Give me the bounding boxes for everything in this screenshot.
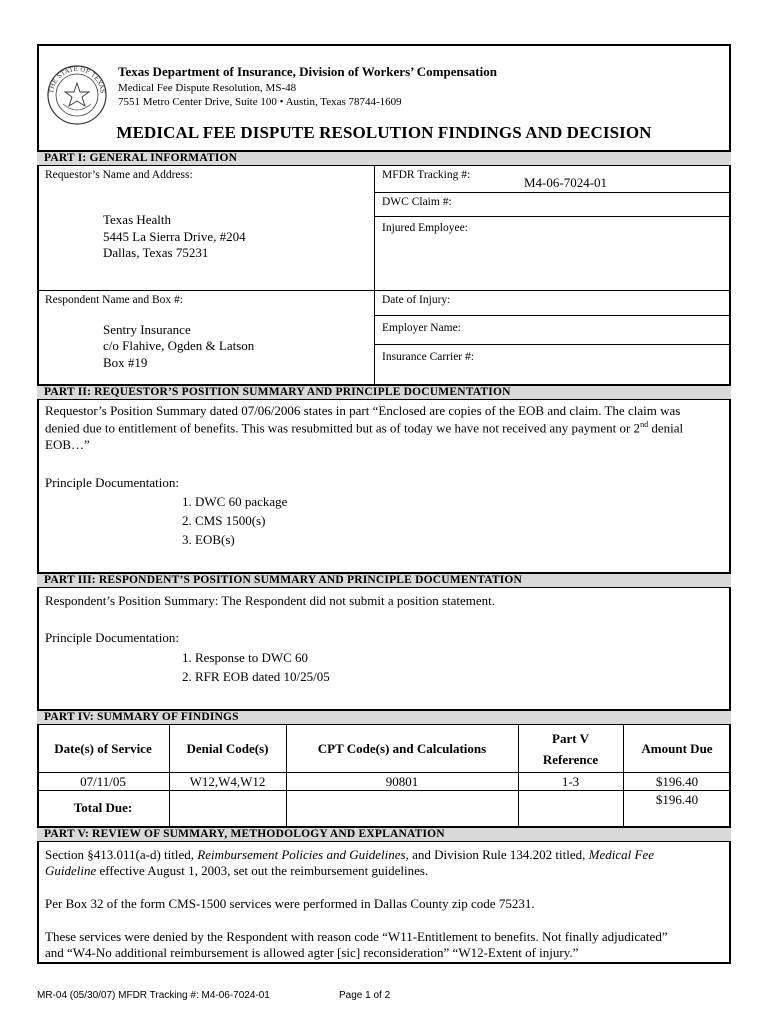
agency-name: Texas Department of Insurance, Division of Workers’ Compensation: [118, 64, 497, 79]
respondent-line-2: c/o Flahive, Ogden & Latson: [103, 338, 255, 353]
mfdr-tracking-value: M4-06-7024-01: [524, 175, 608, 190]
requestor-line-2: 5445 La Sierra Drive, #204: [103, 229, 246, 244]
part5-paragraph-2: Per Box 32 of the form CMS-1500 services were performed in Dallas County zip code 75231.: [45, 896, 535, 911]
respondent-line-3: Box #19: [103, 355, 148, 370]
requestor-summary-line-2: denied due to entitlement of benefits. This was resubmitted but as of today we have not received any payment or 2nd denial: [45, 420, 684, 436]
col-header-date-of-service: Date(s) of Service: [54, 741, 152, 756]
date-of-injury-label: Date of Injury:: [382, 294, 451, 306]
part2-heading: PART II: REQUESTOR’S POSITION SUMMARY AND PRINCIPLE DOCUMENTATION: [37, 384, 731, 400]
injured-employee-label: Injured Employee:: [382, 222, 468, 234]
col-header-reference: Reference: [542, 752, 599, 767]
footer-page-number: Page 1 of 2: [339, 990, 391, 1001]
col-header-amount-due: Amount Due: [641, 741, 713, 756]
requestor-summary-line-1: Requestor’s Position Summary dated 07/06/2006 states in part “Enclosed are copies of the EOB and claim. The claim was: [45, 403, 681, 418]
respondent-doc-label: Principle Documentation:: [45, 630, 179, 645]
footer-form-id: MR-04 (05/30/07) MFDR Tracking #: M4-06-7024-01: [37, 990, 270, 1001]
col-header-cpt-codes: CPT Code(s) and Calculations: [317, 741, 487, 756]
col-header-denial-codes: Denial Code(s): [186, 741, 269, 756]
agency-unit: Medical Fee Dispute Resolution, MS-48: [118, 82, 297, 94]
total-due-value: $196.40: [655, 792, 699, 807]
respondent-summary: Respondent’s Position Summary: The Respondent did not submit a position statement.: [45, 593, 496, 608]
part1-heading: PART I: GENERAL INFORMATION: [37, 150, 731, 166]
texas-seal-icon: [46, 64, 108, 126]
table-cell-amount: $196.40: [655, 774, 699, 789]
requestor-summary-line-3: EOB…”: [45, 437, 90, 452]
requestor-line-1: Texas Health: [103, 212, 172, 227]
mfdr-tracking-label: MFDR Tracking #:: [382, 169, 471, 181]
part5-paragraph-3-line-1: These services were denied by the Respondent with reason code “W11-Entitlement to benefits. Not finally adjudicated”: [45, 929, 668, 944]
agency-address: 7551 Metro Center Drive, Suite 100 • Austin, Texas 78744-1609: [118, 96, 402, 108]
insurance-carrier-label: Insurance Carrier #:: [382, 351, 474, 363]
part5-paragraph-1: Section §413.011(a-d) titled, Reimbursement Policies and Guidelines, and Division Rule 134.202 titled, Medical Fee Guideline effective August 1, 2003, set out the reimbursement guidelines.: [45, 847, 654, 878]
part5-paragraph-3-line-2: and “W4-No additional reimbursement is allowed agter [sic] reconsideration” “W12-Extent of injury.”: [45, 945, 579, 960]
employer-name-label: Employer Name:: [382, 322, 461, 334]
table-cell-reference: 1-3: [561, 774, 580, 789]
part4-heading: PART IV: SUMMARY OF FINDINGS: [37, 709, 731, 725]
requestor-doc-label: Principle Documentation:: [45, 475, 179, 490]
document-title: MEDICAL FEE DISPUTE RESOLUTION FINDINGS AND DECISION: [116, 123, 652, 142]
table-cell-cpt: 90801: [385, 774, 419, 789]
seal-text: THE STATE OF TEXAS: [48, 65, 106, 94]
respondent-line-1: Sentry Insurance: [103, 322, 191, 337]
table-cell-date: 07/11/05: [80, 774, 126, 789]
requestor-doc-item: 1. DWC 60 package: [182, 494, 288, 509]
respondent-label: Respondent Name and Box #:: [45, 294, 183, 306]
requestor-label: Requestor’s Name and Address:: [45, 169, 193, 181]
requestor-doc-item: 2. CMS 1500(s): [182, 513, 266, 528]
col-header-part-v: Part V: [552, 731, 589, 746]
total-due-label: Total Due:: [73, 800, 133, 815]
part3-heading: PART III: RESPONDENT’S POSITION SUMMARY AND PRINCIPLE DOCUMENTATION: [37, 572, 731, 588]
table-cell-denial: W12,W4,W12: [189, 774, 266, 789]
dwc-claim-label: DWC Claim #:: [382, 196, 452, 208]
requestor-doc-item: 3. EOB(s): [182, 532, 235, 547]
requestor-line-3: Dallas, Texas 75231: [103, 245, 209, 260]
respondent-doc-item: 1. Response to DWC 60: [182, 650, 309, 665]
part5-heading: PART V: REVIEW OF SUMMARY, METHODOLOGY AND EXPLANATION: [37, 826, 731, 842]
respondent-doc-item: 2. RFR EOB dated 10/25/05: [182, 669, 330, 684]
